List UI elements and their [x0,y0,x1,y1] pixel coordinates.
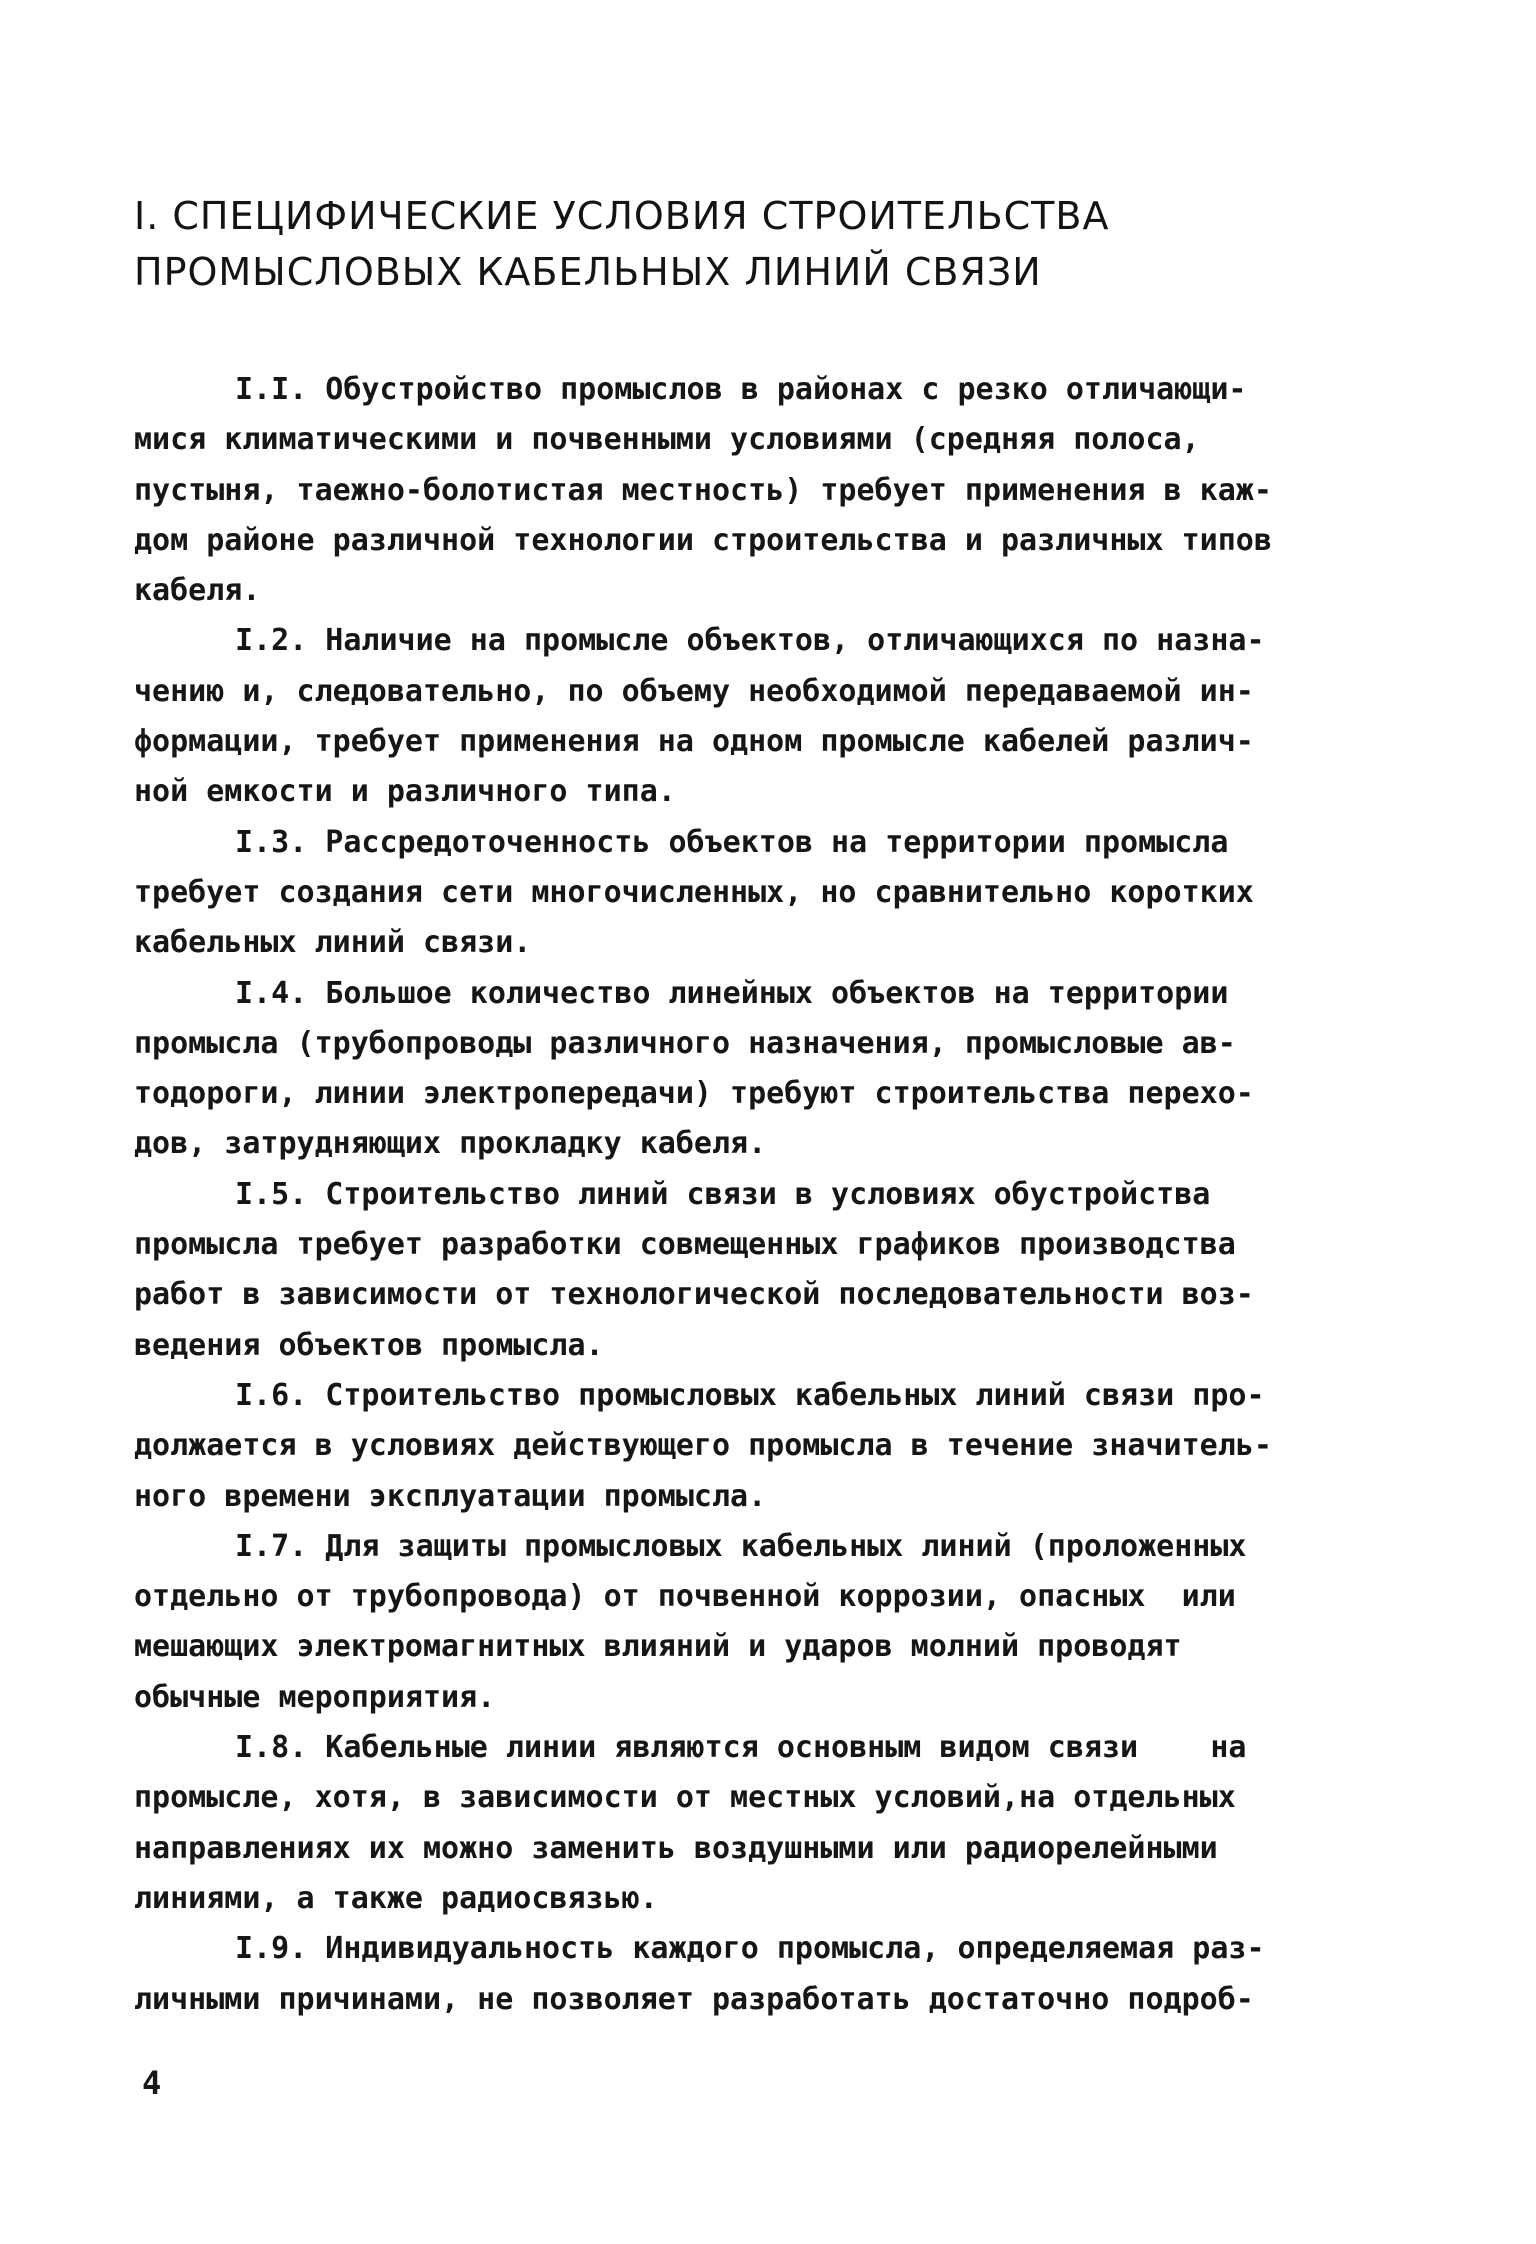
page-number: 4 [142,2064,162,2102]
text-line: требует создания сети многочисленных, но сравнительно коротких [134,874,1254,910]
text-line: пустыня, таежно-болотистая местность) требует применения в каж- [134,472,1272,508]
text-line: ведения объектов промысла. [134,1327,604,1363]
text-line: дов, затрудняющих прокладку кабеля. [134,1126,767,1162]
text-line: направлениях их можно заменить воздушными или радиорелейными [134,1830,1218,1866]
text-line: I.4. Большое количество линейных объектов на территории [235,975,1229,1011]
paragraph-1-8 [134,1723,1414,1924]
text-line: обычные мероприятия. [134,1679,496,1715]
text-line: I.7. Для защиты промысловых кабельных линий (проложенных [235,1528,1247,1564]
text-line: должается в условиях действующего промысла в течение значитель- [134,1428,1272,1464]
text-line: линиями, а также радиосвязью. [134,1880,658,1916]
paragraph-1-6 [134,1371,1414,1522]
paragraph-1-2 [134,616,1414,817]
paragraph-1-9 [134,1924,1414,2025]
text-line: чению и, следовательно, по объему необходимой передаваемой ин- [134,673,1254,709]
text-line: мешающих электромагнитных влияний и ударов молний проводят [134,1629,1182,1665]
text-line: мися климатическими и почвенными условиями (средняя полоса, [134,422,1200,458]
text-line: промысла требует разработки совмещенных графиков производства [134,1227,1236,1263]
text-line: работ в зависимости от технологической последовательности воз- [134,1277,1254,1313]
text-line: кабельных линий связи. [134,925,532,961]
text-line: I.I. Обустройство промыслов в районах с резко отличающи- [235,372,1247,407]
text-line: промысле, хотя, в зависимости от местных условий,на отдельных [134,1780,1236,1816]
text-line: I.2. Наличие на промысле объектов, отличающихся по назна- [235,623,1265,659]
section-heading-line-1: I. СПЕЦИФИЧЕСКИЕ УСЛОВИЯ СТРОИТЕЛЬСТВА [134,194,1110,238]
paragraph-1-1 [134,365,1414,616]
text-line: ного времени эксплуатации промысла. [134,1478,767,1514]
text-line: I.8. Кабельные линии являются основным видом связи на [235,1730,1247,1766]
section-heading [134,188,1434,300]
paragraph-1-7 [134,1522,1414,1723]
text-line: промысла (трубопроводы различного назначения, промысловые ав- [134,1025,1236,1061]
text-line: ной емкости и различного типа. [134,774,676,810]
text-line: I.9. Индивидуальность каждого промысла, определяемая раз- [235,1931,1265,1967]
text-line: кабеля. [134,573,261,609]
body-text [134,365,1414,2025]
text-line: I.3. Рассредоточенность объектов на территории промысла [235,824,1229,860]
text-line: формации, требует применения на одном промысле кабелей различ- [134,724,1254,760]
paragraph-1-5 [134,1170,1414,1371]
text-line: I.6. Строительство промысловых кабельных линий связи про- [235,1377,1265,1413]
text-line: тодороги, линии электропередачи) требуют строительства перехо- [134,1076,1254,1112]
paragraph-1-4 [134,969,1414,1170]
text-line: дом районе различной технологии строительства и различных типов [134,522,1272,558]
paragraph-1-3 [134,818,1414,969]
text-line: I.5. Строительство линий связи в условиях обустройства [235,1176,1211,1212]
section-heading-line-2: ПРОМЫСЛОВЫХ КАБЕЛЬНЫХ ЛИНИЙ СВЯЗИ [134,250,1042,294]
text-line: отдельно от трубопровода) от почвенной коррозии, опасных или [134,1579,1236,1615]
text-line: личными причинами, не позволяет разработать достаточно подроб- [134,1981,1254,2017]
